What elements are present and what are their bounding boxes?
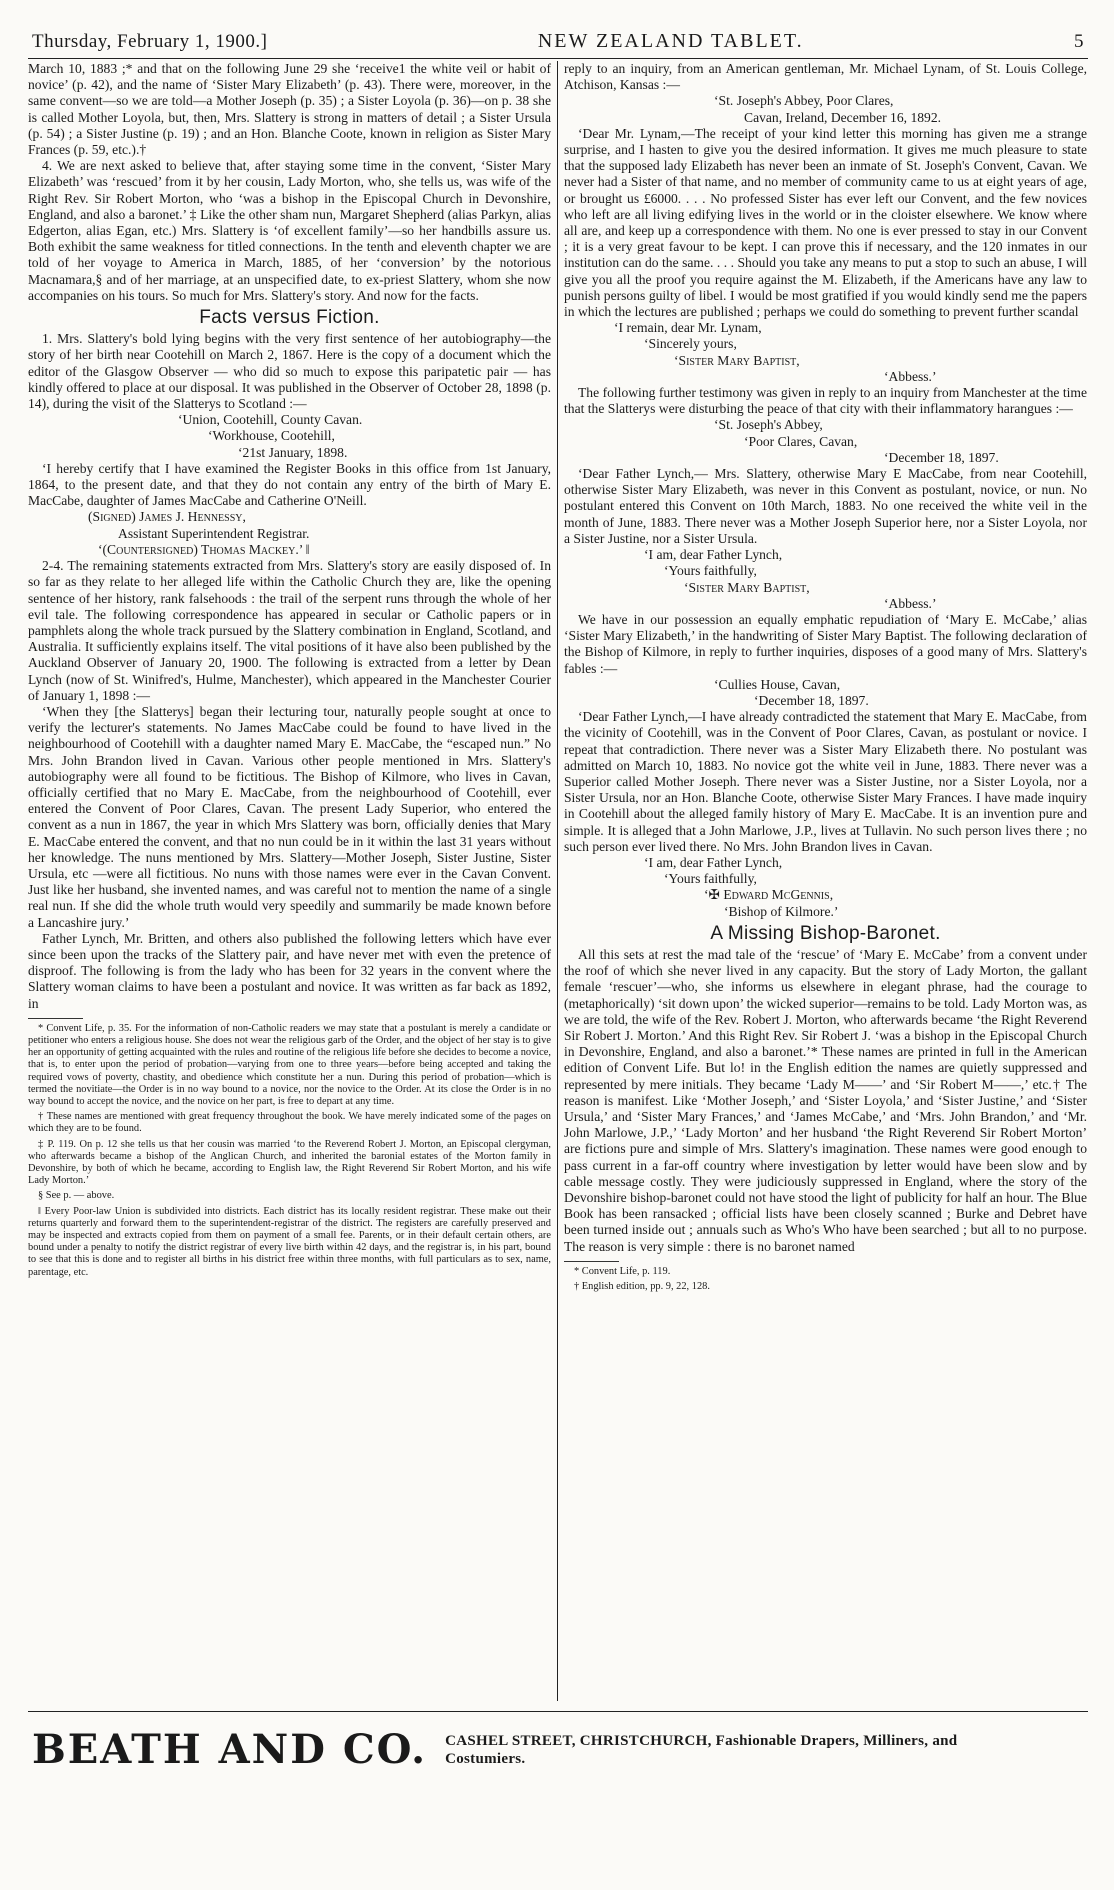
header-page-number: 5 [1073, 31, 1084, 52]
signature-line: (Signed) James J. Hennessy, [88, 509, 246, 525]
signature-line: Assistant Superintendent Registrar. [118, 525, 310, 541]
section-heading-bishop: A Missing Bishop-Baronet. [710, 922, 941, 944]
header-date: Thursday, February 1, 1900.] [32, 31, 268, 52]
address-line: Cavan, Ireland, December 16, 1892. [744, 109, 942, 125]
closing-line: ‘✠ Edward McGennis, [704, 887, 834, 903]
footnote: † English edition, pp. 9, 22, 128. [574, 1281, 710, 1293]
left-column [28, 61, 557, 1701]
footnote: ‖ Every Poor-law Union is subdivided into districts. Each district has its locally resident registrar. These make out their returns quarterly and forward them to the superintendent-registrar of the district. The registers are carefully preserved and may be inspected and extracts copied from them on payment of a small fee. Parents, or in their default certain others, are bound under a penalty to notify the district registrar of every live birth within 42 days, and the registrar is, in his part, bound to see that this is done and to register all births in his district free within three months, with full particulars as to sex, name, parentage, etc. [28, 1205, 551, 1278]
paragraph: March 10, 1883 ;* and that on the following June 29 she ‘receive1 the white veil or habit of novice’ (p. 42), and the name of ‘Sister Mary Elizabeth’ (p. 43). There were, moreover, in the same convent—so we are told—a Mother Joseph (p. 35) ; a Sister Loyola (p. 36)—on p. 38 she is called Mother Loyola, but, then, Mrs. Slattery is strong in matters of detail ; a Sister Ursula (p. 54) ; a Sister Justine (p. 19) ; and an Hon. Blanche Coote, known in religion as Sister Mary Frances (p. 59, etc.).† [28, 61, 551, 158]
paragraph: 4. We are next asked to believe that, after staying some time in the convent, ‘Sister Mary Elizabeth’ was ‘rescued’ from it by her cousin, Lady Morton, who, she tells us, was wife of the Right Rev. Sir Robert Morton, who ‘was a bishop in the Episcopal Church in Devonshire, England, and also a baronet.’ ‡ Like the other sham nun, Margaret Shepherd (alias Parkyn, alias Edgerton, alias Egan, etc.) Mrs. Slattery is ‘of excellent family’—so her handbills assure us. Both exhibit the same weakness for titled connections. In the tenth and eleventh chapter we are told of her voyage to America in March, 1885, of her ‘conversion’ by the notorious Macnamara,§ and of her marriage, at an unspecified date, to ex-priest Slattery, whom she now accompanies on his tours. So much for Mrs. Slattery's story. And now for the facts. [28, 158, 551, 303]
paragraph: ‘I hereby certify that I have examined the Register Books in this office from 1st January, 1864, to the present date, and that they do not contain any entry of the birth of Mary E. MacCabe, daughter of James MacCabe and Catherine O'Neill. [28, 460, 551, 509]
closing-line: ‘Bishop of Kilmore.’ [724, 903, 839, 919]
paragraph: The following further testimony was given in reply to an inquiry from Manchester at the time that the Slatterys were disturbing the peace of that city with their inflammatory harangues :— [564, 385, 1087, 417]
closing-line: ‘Abbess.’ [884, 368, 937, 384]
footnote: * Convent Life, p. 35. For the information of non-Catholic readers we may state that a postulant is merely a candidate or petitioner who enters a religious house. She does not wear the religious garb of the Order, and the object of her stay is to give her an opportunity of getting acquainted with the rules and routine of the religious life before she decides to become a novice, that is, to enter upon the period of probation—varying from one to three years—before being accepted and taking the required vows of poverty, chastity, and obedience which constitute her a nun. During this period of probation—which is termed the novitiate—the Order is in no way bound to a novice, nor the novice to the Order. At its close the Order is in no way bound to accept the novice, and the novice on her part, is free to depart at any time. [28, 1022, 551, 1107]
section-heading-facts: Facts versus Fiction. [199, 307, 380, 329]
advert-line: Costumiers. [445, 1750, 526, 1767]
footnote-rule [28, 1018, 83, 1019]
paragraph: ‘When they [the Slatterys] began their lecturing tour, naturally people sought at once to verify the lecturer's statements. No James MacCabe could be found to have lived in the neighbourhood of Cootehill with a daughter named Mary E. MacCabe, the “escaped nun.” No Mrs. John Brandon lived in Cavan. Various other people mentioned in Mrs. Slattery's autobiography were all found to be fictitious. The Bishop of Kilmore, who lives in Cavan, officially certified that no Mary E. MacCabe, from the neighbourhood of Cootehill, ever entered the Convent of Poor Clares, Cavan. The present Lady Superior, who entered the convent as a nun in 1867, the year in which Mrs Slattery was born, officially denies that Mary E. MacCabe entered the convent, and that no nun could be in it within the last 31 years without her knowledge. The nuns mentioned by Mrs. Slattery—Mother Joseph, Sister Justine, Sister Ursula, etc —were all fictitious. No nuns with those names were ever in the Cavan Convent. Just like her husband, she invented names, and was careful not to mention the name of a single real nun. If she did the whole truth would very speedily and summarily be made known before a Lancashire jury.’ [28, 703, 551, 930]
footnote: § See p. — above. [38, 1190, 115, 1202]
closing-line: ‘Yours faithfully, [664, 871, 757, 887]
paragraph: 2-4. The remaining statements extracted from Mrs. Slattery's story are easily disposed of. In so far as they relate to her alleged life within the Catholic Church they are, like the opening sentence of her history, rank falsehoods : the trail of the serpent runs through the whole of her evil tale. The following correspondence has appeared in secular or Catholic papers or in pamphlets along the whole track pursued by the Slattery combination in England, Scotland, and Australia. It sufficiently explains itself. The vital positions of it have also been published by the Auckland Observer of January 20, 1900. The following is extracted from a letter by Dean Lynch (now of St. Winifred's, Hulme, Manchester), which appeared in the Manchester Courier of January 1, 1898 :— [28, 558, 551, 703]
header-rule [28, 58, 1088, 59]
address-line: ‘Union, Cootehill, County Cavan. [178, 412, 363, 428]
paragraph: Father Lynch, Mr. Britten, and others also published the following letters which have ever since been upon the tracks of the Slattery pair, and have never met with even the pretence of disproof. The following is from the lady who has been for 32 years in the convent where the Slattery woman claims to have been a postulant and novice. It was written as far back as 1892, in [28, 930, 551, 1011]
paragraph: We have in our possession an equally emphatic repudiation of ‘Mary E. McCabe,’ alias ‘Sister Mary Elizabeth,’ in the handwriting of Sister Mary Baptist. The following declaration of the Bishop of Kilmore, in reply to further inquiries, disposes of a good many of Mrs. Slattery's fables :— [564, 611, 1087, 676]
footnote-rule [564, 1261, 619, 1262]
closing-line: ‘Sister Mary Baptist, [684, 579, 810, 595]
closing-line: ‘I am, dear Father Lynch, [644, 854, 783, 870]
footer-rule [28, 1711, 1088, 1712]
right-column [558, 61, 1087, 1701]
footnote: * Convent Life, p. 119. [574, 1265, 671, 1277]
closing-line: ‘I am, dear Father Lynch, [644, 547, 783, 563]
signature-line: ‘(Countersigned) Thomas Mackey.’ ‖ [98, 541, 310, 557]
address-line: ‘Cullies House, Cavan, [714, 676, 841, 692]
paragraph: ‘Dear Father Lynch,—I have already contradicted the statement that Mary E. MacCabe, from the vicinity of Cootehill, was in the Convent of Poor Clares, Cavan, as postulant or novice. I repeat that contradiction. There never was a Sister Mary Elizabeth there. No postulant was admitted on March 10, 1883. No novice got the white veil in June, 1883. There never was a Superior called Mother Joseph. There never was a Sister Justine, nor a Sister Loyola, nor a Sister Ursula, nor an Hon. Blanche Coote, otherwise Sister Mary Frances. I have made inquiry in Cootehill about the alleged family history of Mary E. MacCabe. It is an invention pure and simple. It is alleged that a John Marlowe, J.P., lives at Tullavin. No such person lives there ; no such person ever lived there. No Mrs. John Brandon lives in Cavan. [564, 709, 1087, 854]
columns [28, 61, 1088, 1701]
closing-line: ‘Yours faithfully, [664, 563, 757, 579]
closing-line: ‘I remain, dear Mr. Lynam, [614, 320, 762, 336]
footnote: ‡ P. 119. On p. 12 she tells us that her cousin was married ‘to the Reverend Robert J. Morton, an Episcopal clergyman, who afterwards became a bishop of the Anglican Church, and inherited the baronial estates of the Morton family in Devonshire, by both of which he became, according to English law, the Right Reverend Sir Robert Morton, and his wife Lady Morton.’ [28, 1138, 551, 1187]
address-line: ‘St. Joseph's Abbey, [714, 417, 823, 433]
page-header [28, 30, 1088, 53]
address-line: ‘St. Joseph's Abbey, Poor Clares, [714, 93, 894, 109]
closing-line: ‘Abbess.’ [884, 595, 937, 611]
advertisement [28, 1726, 1088, 1773]
header-title: NEW ZEALAND TABLET. [537, 30, 804, 52]
advert-line: CASHEL STREET, CHRISTCHURCH, Fashionable Drapers, Milliners, and [445, 1732, 958, 1749]
closing-line: ‘Sincerely yours, [644, 336, 737, 352]
paragraph: 1. Mrs. Slattery's bold lying begins with the very first sentence of her autobiography—the story of her birth near Cootehill on March 2, 1867. Here is the copy of a document which the editor of the Glasgow Observer — who did so much to expose this paripatetic pair — has kindly offered to place at our disposal. It was published in the Observer of October 28, 1898 (p. 14), during the visit of the Slatterys to Scotland :— [28, 331, 551, 412]
closing-line: ‘Sister Mary Baptist, [674, 352, 800, 368]
advert-name: BEATH AND CO. [32, 1726, 428, 1773]
footnote: † These names are mentioned with great frequency throughout the book. We have merely indicated some of the pages on which they are to be found. [28, 1111, 551, 1135]
address-line: ‘December 18, 1897. [754, 692, 869, 708]
paragraph: reply to an inquiry, from an American gentleman, Mr. Michael Lynam, of St. Louis College, Atchison, Kansas :— [564, 61, 1087, 93]
paragraph: ‘Dear Mr. Lynam,—The receipt of your kind letter this morning has given me a strange surprise, and I hasten to give you the desired information. It gives me much pleasure to state that the supposed lady Elizabeth has never been an inmate of St. Joseph's Convent, Cavan. We never had a Sister of that name, and no member of community came to us at eight years of age, or brought us £6000. . . . No professed Sister has ever left our Convent, and the few novices who left are all living edifying lives in the world or in the cloister elsewhere. We know where all are, and keep up a correspondence with them. No one is ever pressed to stay in our Convent ; it is a very great favour to be kept. I can prove this if necessary, and the 120 inmates in our institution can do the same. . . . Should you take any means to put a stop to such an abuse, I will give you all the proof you require against the M. Elizabeth, if the Americans have any law to punish persons guilty of libel. I would be most gratified if you would kindly send me the papers in which the lectures are published ; perhaps we could do something to prevent further scandal [564, 125, 1087, 320]
paragraph: ‘Dear Father Lynch,— Mrs. Slattery, otherwise Mary E MacCabe, from near Cootehill, otherwise Sister Mary Elizabeth, was never in this Convent as postulant, novice, or nun. No postulant entered this Convent on 10th March, 1883. No one received the white veil in the month of June, 1883. There never was a Mother Joseph Superior here, nor a Sister Loyola, nor a Sister Justine, nor a Sister Ursula. [564, 466, 1087, 546]
paragraph: All this sets at rest the mad tale of the ‘rescue’ of ‘Mary E. McCabe’ from a convent under the roof of which she never lived in any capacity. But the story of Lady Morton, the gallant female ‘rescuer’—who, she informs us elsewhere in elegant phrase, had the courage to (metaphorically) ‘sit down upon’ the wicked superior—remains to be told. Lady Morton was, as we are told, the wife of the Rev. Robert J. Morton, who afterwards became ‘the Right Reverend Sir Robert J. Morton.’ And this Right Rev. Sir Robert J. ‘was a bishop in the Episcopal Church in Devonshire, England, and also a baronet.’* These names are printed in full in the American edition of Convent Life. But lo! in the English edition the names are quietly suppressed and represented by mere initials. They became ‘Lady M——’ and ‘Sir Robert M——,’ etc.† The reason is manifest. Like ‘Mother Joseph,’ and ‘Sister Loyola,’ and ‘Sister Justine,’ and ‘Sister Ursula,’ and ‘Sister Mary Frances,’ and ‘James McCabe,’ and ‘Mrs. John Brandon,’ and ‘Mr. John Marlowe, J.P.,’ ‘Lady Morton’ and her husband ‘the Right Reverend Sir Robert Morton’ are fictions pure and simple of Mrs. Slattery's imagination. These names were good enough to pass current in a far-off country where investigation by letter would have been slow and by cable message costly. They were judiciously suppressed in England, where the story of the Devonshire bishop-baronet could not have stood the light of publicity for half an hour. The Blue Book has been ransacked ; official lists have been closely scanned ; Burke and Debret have been turned inside out ; annuals such as Who's Who have been searched ; but all to no purpose. The reason is very simple : there is no baronet named [564, 946, 1087, 1254]
newspaper-page [28, 30, 1088, 1870]
address-line: ‘December 18, 1897. [884, 449, 999, 465]
advert-text [445, 1732, 957, 1768]
address-line: ‘Poor Clares, Cavan, [744, 433, 858, 449]
address-line: ‘Workhouse, Cootehill, [208, 428, 335, 444]
address-line: ‘21st January, 1898. [238, 444, 348, 460]
